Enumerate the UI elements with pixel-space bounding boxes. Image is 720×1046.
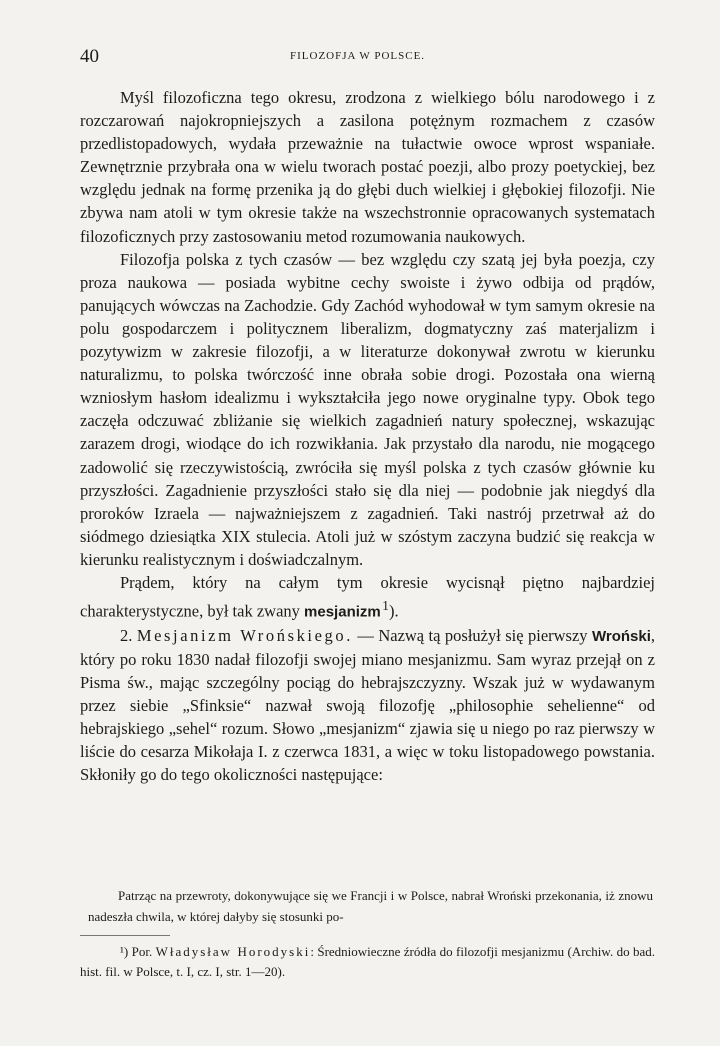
paragraph-3-text: Prądem, który na całym tym okresie wycisnął piętno najbardziej charakterystyczne, był tak zwany [80,572,655,621]
body-text [80,86,655,786]
footnote-ref: 1 [382,598,389,614]
paragraph-3 [80,571,655,624]
paragraph-1: Myśl filozoficzna tego okresu, zrodzona z wielkiego bólu narodowego i z rozczarowań najokropniejszych a zasilona potężnym rozmachem z czasów przedlistopadowych, wydała przeważnie na tułactwie owoce wprost wspaniałe. Zewnętrznie przybrała ona w wielu tworach postać poezji, albo prozy poetyckiej, bez względu jednak na formę przenika ją do głębi duch wielkiej i głębokiej filozofji. Nie zbywa nam atoli w tym okresie także na wszechstronnie opracowanych systematach filozoficznych przy zastosowaniu metod rozumowania naukowych. [80,88,655,246]
paragraph-3-end: ). [389,601,399,621]
name-wronski: Wroński [591,627,651,645]
page-header [80,46,660,70]
footnote-author: Władysław Horodyski [155,944,311,959]
footnote-divider [80,935,170,936]
paragraph-4-text-b: , który po roku 1830 nadał filozofji swojej miano mesjanizmu. Sam wyraz przejął on z Pisma św., mając szczególny pociąg do hebrajszczyzny. Wszak już w wydawanym przez siebie „Sfinksie“ nazwał swoją filozofję „philosophie sehelienne“ od hebrajskiego „sehel“ rozum. Słowo „mesjanizm“ zjawia się u niego po raz pierwszy w liście do cesarza Mikołaja I. z czerwca 1831, a więc w toku listopadowego powstania. Skłoniły go do tego okoliczności następujące: [80,625,656,785]
section-heading: Mesjanizm Wrońskiego. [136,625,353,645]
section-dash: — [352,625,379,645]
page-number: 40 [80,46,99,67]
term-mesjanizm: mesjanizm [304,603,381,621]
footnote-marker: ¹) Por. [120,944,156,959]
section-number: 2. [120,625,133,645]
quote-text: Patrząc na przewroty, dokonywujące się we Francji i w Polsce, nabrał Wroński przekonania, iż znowu nadeszła chwila, w której dałyby się stosunki po- [88,888,653,924]
paragraph-4-text-a: Nazwą tą posłużył się pierwszy [378,625,592,645]
footnote [80,942,655,982]
running-head: FILOZOFJA W POLSCE. [290,50,426,62]
footnote-text: : Średniowieczne źródła do filozofji mesjanizmu (Archiw. do bad. hist. fil. w Polsce, t. I, cz. I, str. 1—20). [80,944,655,979]
paragraph-2: Filozofja polska z tych czasów — bez względu czy szatą jej była poezja, czy proza naukowa — posiada wybitne cechy swoiste i żywo odbija od prądów, panujących wówczas na Zachodzie. Gdy Zachód wyhodował w tym samym okresie na polu gospodarczem i politycznem liberalizm, dogmatyczny zaś materjalizm i pozytywizm w zakresie filozofji, a w literaturze dokonywał zwrotu w kierunku naturalizmu, to polska twórczość inne obrała sobie drogi. Pozostała ona wierną wzniosłym hasłom idealizmu i wykształciła jego nowe oryginalne typy. Obok tego zaczęła odczuwać zbliżanie się wielkich zagadnień natury społecznej, wskazując zarazem drogi, wiodące do ich rozwikłania. Jak przystało dla narodu, nie mogącego zadowolić się rzeczywistością, zwróciła się myśl polska z tych czasów głównie ku przyszłości. Zagadnienie przyszłości stało się dla niej — podobnie jak niegdyś dla proroków Izraela — najważniejszem z zagadnień. Taki nastrój przetrwał aż do siódmego dziesiątka XIX stulecia. Atoli już w szóstym zaczyna budzić się reakcja w kierunku realistycznym i doświadczalnym. [80,249,655,569]
paragraph-4 [80,624,655,787]
